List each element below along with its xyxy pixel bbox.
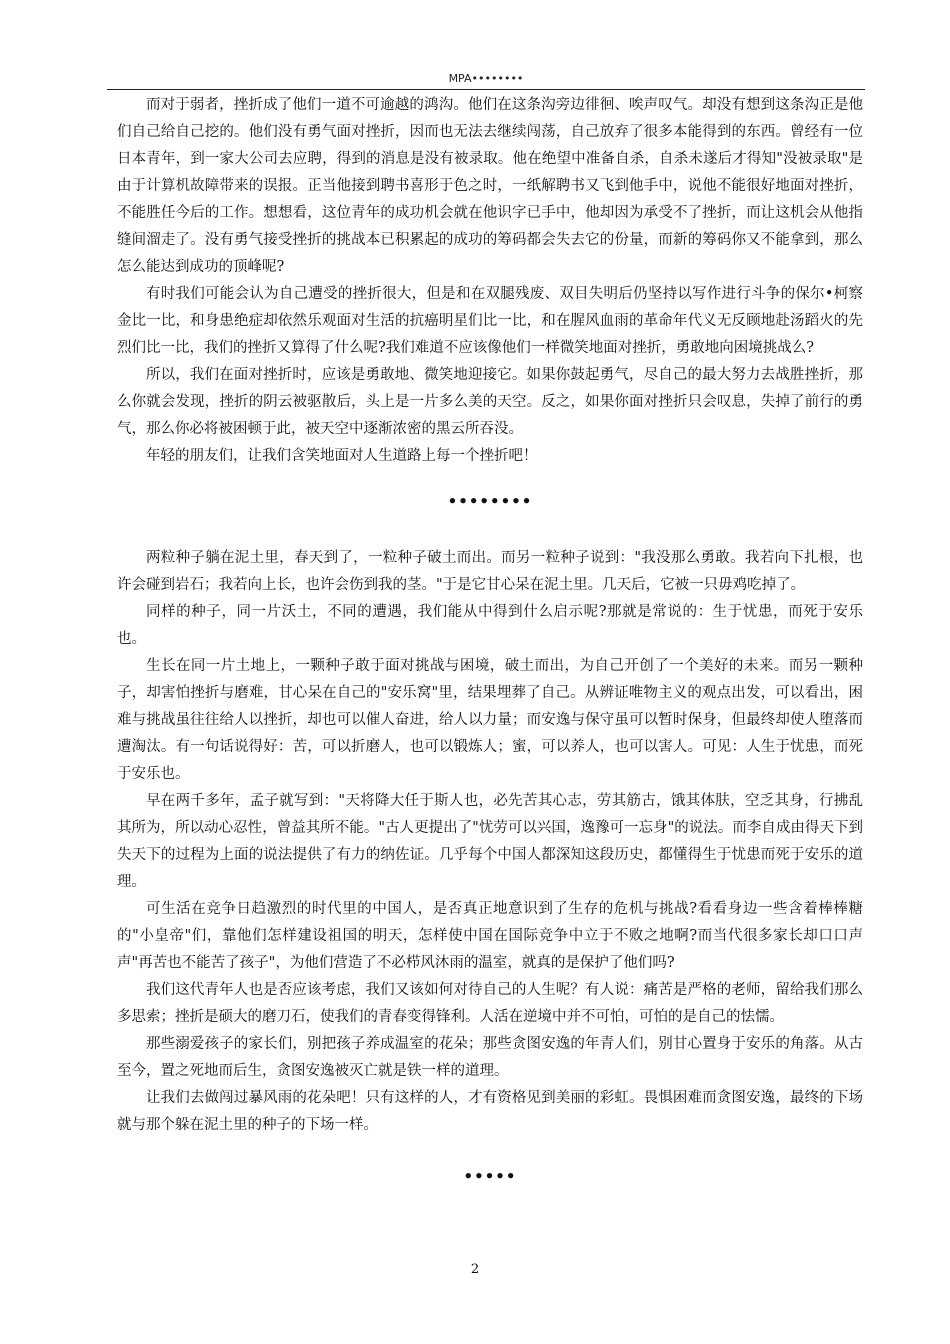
body-paragraph: 生长在同一片土地上，一颗种子敢于面对挑战与困境，破土而出，为自己开创了一个美好的未来。而另一颗种子，却害怕挫折与磨难，甘心呆在自己的"安乐窝"里，结果埋葬了自己。从辨证唯物主义的观点出发，可以看出，困难与挑战虽往往给人以挫折，却也可以催人奋进，给人以力量；而安逸与保守虽可以暂时保身，但最终却使人堕落而遭淘汰。有一句话说得好：苦，可以折磨人，也可以锻炼人；蜜，可以养人，也可以害人。可见：人生于忧患，而死于安乐也。	[117, 658, 863, 782]
page-header: MPA••••••••	[107, 72, 865, 90]
body-paragraph: 有时我们可能会认为自己遭受的挫折很大，但是和在双腿残废、双目失明后仍坚持以写作进行斗争的保尔•柯察金比一比，和身患绝症却依然乐观面对生活的抗癌明星们比一比，和在腥风血雨的革命年代义无反顾地赴汤蹈火的先烈们比一比，我们的挫折又算得了什么呢?我们难道不应该像他们一样微笑地面对挫折，勇敢地向困境挑战么?	[117, 286, 863, 356]
body-paragraph: 那些溺爱孩子的家长们，别把孩子养成温室的花朵；那些贪图安逸的年青人们，别甘心置身于安乐的角落。从古至今，置之死地而后生，贪图安逸被灭亡就是铁一样的道理。	[117, 1036, 863, 1079]
page-number: 2	[470, 1262, 480, 1277]
body-paragraph: 年轻的朋友们，让我们含笑地面对人生道路上每一个挫折吧！	[146, 448, 538, 464]
body-paragraph: 所以，我们在面对挫折时，应该是勇敢地、微笑地迎接它。如果你鼓起勇气，尽自己的最大努力去战胜挫折，那么你就会发现，挫折的阴云被驱散后，头上是一片多么美的天空。反之，如果你面对挫折只会叹息，失掉了前行的勇气，那么你必将被困顿于此，被天空中逐渐浓密的黑云所吞没。	[117, 367, 863, 437]
document-body	[117, 92, 863, 1190]
body-paragraph: 我们这代青年人也是否应该考虑，我们又该如何对待自己的人生呢？有人说：痛苦是严格的老师，留给我们那么多思索；挫折是硕大的磨刀石，使我们的青春变得锋利。人活在逆境中并不可怕，可怕的是自己的怯懦。	[117, 982, 863, 1025]
section-title: •••••	[463, 1167, 517, 1185]
body-paragraph: 而对于弱者，挫折成了他们一道不可逾越的鸿沟。他们在这条沟旁边徘徊、唉声叹气。却没有想到这条沟正是他们自己给自己挖的。他们没有勇气面对挫折，因而也无法去继续闯荡，自己放弃了很多本能得到的东西。曾经有一位日本青年，到一家大公司去应聘，得到的消息是没有被录取。他在绝望中准备自杀，自杀未遂后才得知"没被录取"是由于计算机故障带来的误报。正当他接到聘书喜形于色之时，一纸解聘书又飞到他手中，说他不能很好地面对挫折，不能胜任今后的工作。想想看，这位青年的成功机会就在他识字已手中，他却因为承受不了挫折，而让这机会从他指缝间溜走了。没有勇气接受挫折的挑战本已积累起的成功的筹码都会失去它的份量，而新的筹码你又不能拿到，那么怎么能达到成功的顶峰呢?	[117, 97, 863, 275]
body-paragraph: 同样的种子，同一片沃土，不同的遭遇，我们能从中得到什么启示呢?那就是常说的：生于忧患，而死于安乐也。	[117, 604, 863, 647]
body-paragraph: 两粒种子躺在泥土里，春天到了，一粒种子破土而出。而另一粒种子说到："我没那么勇敢。我若向下扎根，也许会碰到岩石；我若向上长，也许会伤到我的茎。"于是它甘心呆在泥土里。几天后，它被一只毋鸡吃掉了。	[117, 550, 863, 593]
section-title: ••••••••	[447, 492, 533, 510]
body-paragraph: 早在两千多年，孟子就写到："天将降大任于斯人也，必先苦其心志，劳其筋古，饿其体肤，空乏其身，行拂乱其所为，所以动心忍性，曾益其所不能。"古人更提出了"忧劳可以兴国，逸豫可一忘身"的说法。而李自成由得天下到失天下的过程为上面的说法提供了有力的纳佐证。几乎每个中国人都深知这段历史，都懂得生于忧患而死于安乐的道理。	[117, 793, 863, 890]
body-paragraph: 让我们去做闯过暴风雨的花朵吧！只有这样的人，才有资格见到美丽的彩虹。畏惧困难而贪图安逸，最终的下场就与那个躲在泥土里的种子的下场一样。	[117, 1090, 863, 1133]
body-paragraph: 可生活在竞争日趋激烈的时代里的中国人，是否真正地意识到了生存的危机与挑战?看看身边一些含着棒棒糖的"小皇帝"们，靠他们怎样建设祖国的明天，怎样使中国在国际竞争中立于不败之地啊?而当代很多家长却口口声声"再苦也不能苦了孩子"，为他们营造了不必栉风沐雨的温室，就真的是保护了他们吗?	[117, 901, 863, 971]
